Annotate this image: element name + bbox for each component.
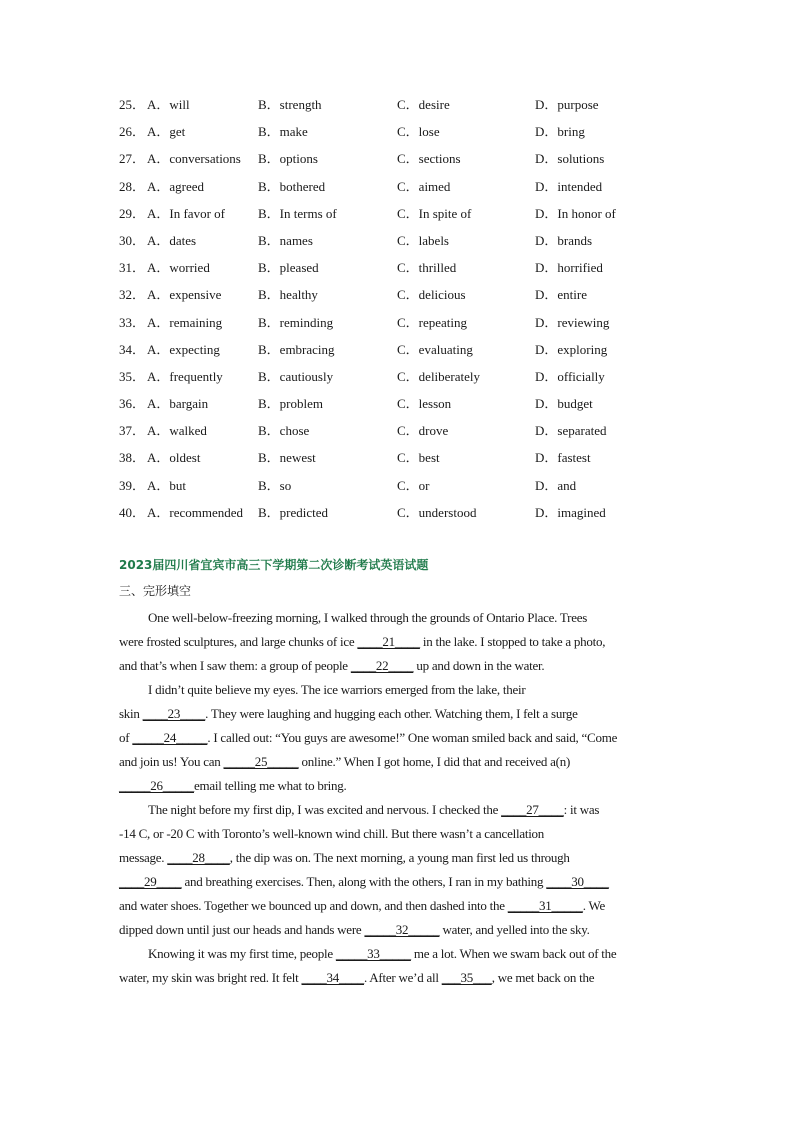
- option-d: D．separated: [535, 423, 607, 439]
- blank-33: _____33_____: [335, 946, 411, 961]
- question-number: 36．: [119, 396, 146, 412]
- option-b: B．embracing: [258, 341, 335, 357]
- passage-line: [119, 822, 679, 846]
- passage-text: of: [119, 730, 133, 745]
- blank-30: ____30____: [546, 874, 609, 889]
- option-c: C．or: [397, 477, 430, 493]
- passage-line: [119, 774, 679, 798]
- passage-line: [119, 678, 679, 702]
- option-a: A．remaining: [147, 314, 223, 330]
- option-b: B．cautiously: [258, 368, 334, 384]
- passage-text: . They were laughing and hugging each other. Watching them, I felt a surge: [205, 706, 578, 721]
- option-d: D．horrified: [535, 260, 603, 276]
- option-d: D．bring: [535, 124, 585, 140]
- option-c: C．repeating: [397, 314, 468, 330]
- question-number: 38．: [119, 450, 146, 466]
- option-d: D．purpose: [535, 97, 599, 112]
- option-a: A．frequently: [147, 368, 223, 384]
- passage-text: and breathing exercises. Then, along with the others, I ran in my bathing: [181, 874, 547, 889]
- option-c: C．lose: [397, 124, 440, 140]
- option-d: D．fastest: [535, 450, 591, 466]
- option-c: C．lesson: [397, 396, 452, 412]
- passage-line: [119, 606, 679, 630]
- question-number: 25．: [119, 97, 146, 112]
- option-b: B．pleased: [258, 260, 319, 276]
- option-b: B．so: [258, 477, 292, 493]
- option-c: C．drove: [397, 423, 449, 439]
- option-d: D．In honor of: [535, 205, 616, 221]
- option-d: D．intended: [535, 178, 603, 194]
- passage-line: [119, 894, 679, 918]
- option-c: C．sections: [397, 151, 461, 167]
- option-d: D．and: [535, 477, 577, 493]
- passage-line: [119, 918, 679, 942]
- passage-text: up and down in the water.: [413, 658, 545, 673]
- question-number: 33．: [119, 314, 146, 330]
- option-d: D．budget: [535, 396, 593, 412]
- question-number: 30．: [119, 232, 146, 248]
- option-d: D．solutions: [535, 151, 605, 167]
- blank-28: ____28____: [167, 850, 230, 865]
- blank-29: ____29____: [119, 874, 182, 889]
- option-b: B．bothered: [258, 178, 326, 194]
- passage-text: online.” When I got home, I did that and received a(n): [298, 754, 571, 769]
- option-d: D．brands: [535, 232, 593, 248]
- passage-text: One well-below-freezing morning, I walked through the grounds of Ontario Place. Trees: [148, 610, 588, 625]
- blank-26: _____26_____: [119, 778, 194, 793]
- option-d: D．officially: [535, 368, 605, 384]
- passage-text: email telling me what to bring.: [194, 778, 347, 793]
- blank-21: ____21____: [357, 634, 420, 649]
- blank-22: ____22____: [350, 658, 414, 673]
- option-a: A．conversations: [147, 151, 241, 167]
- question-number: 29．: [119, 205, 146, 221]
- option-b: B．options: [258, 151, 318, 167]
- passage-text: The night before my first dip, I was excited and nervous. I checked the: [148, 802, 502, 817]
- passage-text: and join us! You can: [119, 754, 224, 769]
- passage-line: [119, 846, 679, 870]
- option-b: B．In terms of: [258, 205, 337, 221]
- section-heading: 三、完形填空: [119, 584, 192, 598]
- option-b: B．problem: [258, 396, 323, 412]
- question-number: 34．: [119, 341, 146, 357]
- passage-text: . After we’d all: [364, 970, 442, 985]
- option-a: A．walked: [147, 423, 207, 439]
- option-c: C．deliberately: [397, 368, 481, 384]
- passage-line: [119, 942, 679, 966]
- question-number: 28．: [119, 178, 146, 194]
- passage-line: [119, 798, 679, 822]
- option-c: C．labels: [397, 232, 449, 248]
- passage-text: I didn’t quite believe my eyes. The ice warriors emerged from the lake, their: [148, 682, 526, 697]
- blank-24: _____24_____: [132, 730, 208, 745]
- option-b: B．healthy: [258, 287, 318, 303]
- passage-line: [119, 654, 679, 678]
- option-a: A．recommended: [147, 504, 244, 520]
- question-number: 32．: [119, 287, 146, 303]
- passage-line: [119, 750, 679, 774]
- option-b: B．reminding: [258, 314, 334, 330]
- option-a: A．expecting: [147, 341, 220, 357]
- question-number: 26．: [119, 124, 146, 140]
- question-number: 27．: [119, 151, 146, 167]
- question-number: 35．: [119, 368, 146, 384]
- question-number: 39．: [119, 477, 146, 493]
- passage-text: and that’s when I saw them: a group of people: [119, 658, 351, 673]
- option-c: C．evaluating: [397, 341, 473, 357]
- option-a: A．agreed: [147, 178, 205, 194]
- option-a: A．In favor of: [147, 205, 225, 221]
- passage-text: me a lot. When we swam back out of the: [410, 946, 617, 961]
- option-b: B．chose: [258, 423, 310, 439]
- option-c: C．thrilled: [397, 260, 457, 276]
- cloze-passage: [119, 606, 679, 990]
- option-c: C．aimed: [397, 178, 451, 194]
- blank-34: ____34____: [301, 970, 365, 985]
- passage-text: were frosted sculptures, and large chunks of ice: [119, 634, 358, 649]
- option-c: C．understood: [397, 504, 477, 520]
- passage-text: and water shoes. Together we bounced up and down, and then dashed into the: [119, 898, 508, 913]
- option-c: C．delicious: [397, 287, 466, 303]
- option-a: A．worried: [147, 260, 210, 276]
- passage-line: [119, 702, 679, 726]
- passage-text: -14 C, or -20 C with Toronto’s well-known wind chill. But there wasn’t a cancellation: [119, 826, 545, 841]
- option-a: A．oldest: [147, 450, 201, 466]
- blank-32: _____32_____: [364, 922, 440, 937]
- option-a: A．but: [147, 477, 187, 493]
- option-c: C．In spite of: [397, 205, 472, 221]
- option-b: B．predicted: [258, 504, 329, 520]
- option-a: A．bargain: [147, 396, 209, 412]
- option-b: B．strength: [258, 97, 322, 112]
- option-a: A．will: [147, 97, 190, 112]
- passage-text: skin: [119, 706, 143, 721]
- passage-line: [119, 966, 679, 990]
- passage-line: [119, 630, 679, 654]
- blank-35: ___35___: [441, 970, 492, 985]
- passage-line: [119, 726, 679, 750]
- passage-text: . I called out: “You guys are awesome!” One woman smiled back and said, “Come: [207, 730, 618, 745]
- question-number: 31．: [119, 260, 146, 276]
- option-a: A．expensive: [147, 287, 222, 303]
- option-d: D．entire: [535, 287, 587, 303]
- question-number: 37．: [119, 423, 146, 439]
- passage-text: , we met back on the: [491, 970, 595, 985]
- passage-text: , the dip was on. The next morning, a young man first led us through: [229, 850, 570, 865]
- passage-text: . We: [582, 898, 606, 913]
- option-a: A．dates: [147, 232, 197, 248]
- passage-text: message.: [119, 850, 168, 865]
- option-d: D．reviewing: [535, 314, 610, 330]
- option-d: D．imagined: [535, 504, 606, 520]
- blank-25: _____25_____: [223, 754, 299, 769]
- option-d: D．exploring: [535, 341, 608, 357]
- passage-text: in the lake. I stopped to take a photo,: [419, 634, 606, 649]
- option-b: B．make: [258, 124, 308, 140]
- option-c: C．desire: [397, 97, 450, 112]
- option-c: C．best: [397, 450, 440, 466]
- blank-27: ____27____: [501, 802, 564, 817]
- passage-text: Knowing it was my first time, people: [148, 946, 336, 961]
- passage-text: : it was: [563, 802, 600, 817]
- passage-text: water, my skin was bright red. It felt: [119, 970, 302, 985]
- option-b: B．names: [258, 232, 313, 248]
- passage-text: dipped down until just our heads and hands were: [119, 922, 365, 937]
- exam-title: 2023届四川省宜宾市高三下学期第二次诊断考试英语试题: [119, 558, 429, 572]
- option-a: A．get: [147, 124, 186, 140]
- blank-23: ____23____: [142, 706, 206, 721]
- blank-31: _____31_____: [507, 898, 583, 913]
- option-b: B．newest: [258, 450, 316, 466]
- passage-line: [119, 870, 679, 894]
- question-number: 40．: [119, 504, 146, 520]
- passage-text: water, and yelled into the sky.: [439, 922, 590, 937]
